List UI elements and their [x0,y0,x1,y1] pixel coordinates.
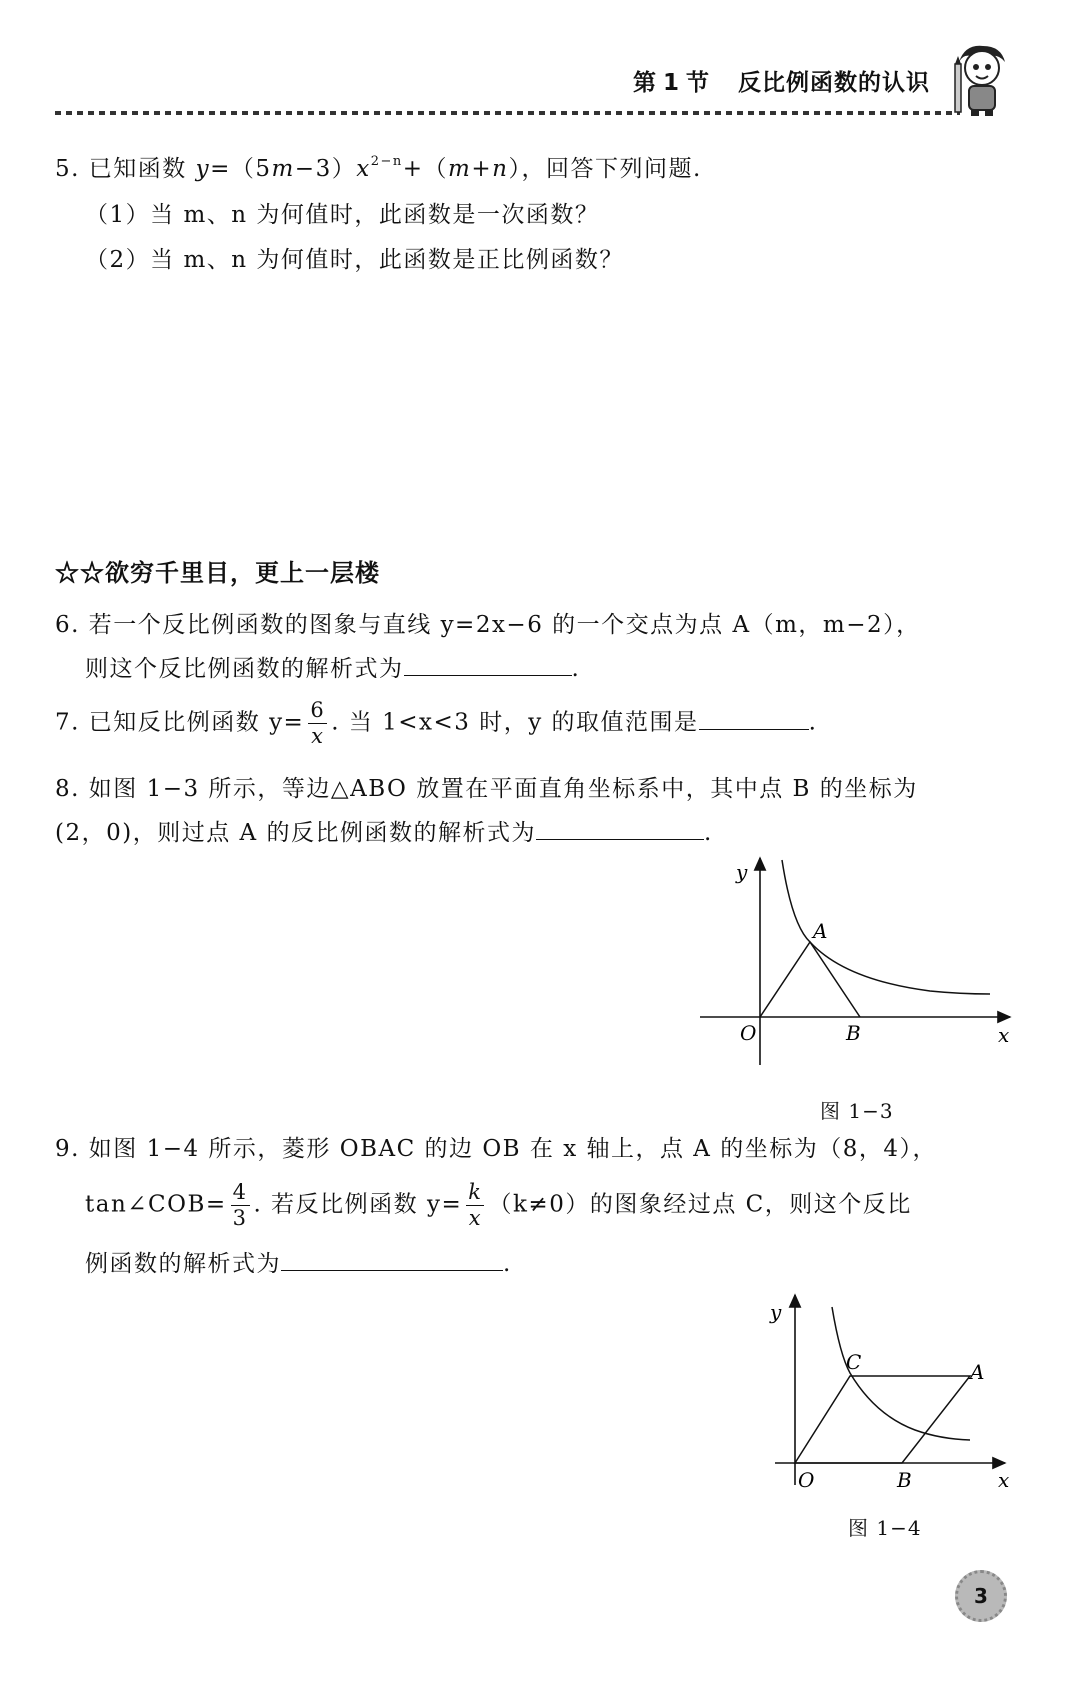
triangle-abo [760,942,860,1017]
q6-line2: 则这个反比例函数的解析式为 . [85,650,580,683]
q8-line2: (2，0)，则过点 A 的反比例函数的解析式为 . [55,814,713,847]
q7-line: 7. 已知反比例函数 y= $\frac{6}{x}$ . 当 1<x<3 时，y 的取值范围是 . [55,698,818,748]
q6-answer-blank[interactable] [404,653,572,676]
fig14-label-x: x [998,1468,1010,1492]
q5-sub2: （2）当 m、n 为何值时，此函数是正比例函数？ [85,247,624,273]
fig13-label-b: B [846,1021,861,1045]
q8-line1: 8. 如图 1−3 所示，等边△ABO 放置在平面直角坐标系中，其中点 B 的坐标为 [55,776,918,802]
fig13-label-x: x [998,1023,1010,1047]
q6-line1: 6. 若一个反比例函数的图象与直线 y=2x−6 的一个交点为点 A（m，m−2）， [55,612,921,638]
section-heading: ☆☆欲穷千里目，更上一层楼 [55,558,380,587]
fig13-caption: 图 1−3 [820,1099,894,1123]
fig14-label-b: B [897,1468,912,1492]
section-number: 1 [662,70,680,96]
header-dotted-rule [55,111,960,115]
q9-line2: tan∠COB= $\frac{4}{3}$ . 若反比例函数 y= $\frac{k}{x}$ （k≠0）的图象经过点 C，则这个反比 [85,1180,912,1230]
fig13-label-a: A [813,919,828,943]
q9-line1: 9. 如图 1−4 所示，菱形 OBAC 的边 OB 在 x 轴上，点 A 的坐标为（8，4）， [55,1136,937,1162]
page-number-badge [955,1570,1007,1622]
q8-answer-blank[interactable] [536,817,704,840]
figure-1-3 [700,850,1020,1080]
q9-k-fraction: $\frac{k}{x}$ [468,1180,483,1230]
fig14-label-a: A [970,1360,985,1384]
section-label: 第 [632,70,657,96]
figure-1-4 [760,1285,1020,1495]
section-unit: 节 [686,70,710,96]
fig13-label-y: y [736,860,748,884]
rhombus-obac [795,1376,970,1463]
mascot-icon [945,40,1015,118]
page-number: 3 [974,1584,988,1608]
q7-answer-blank[interactable] [699,707,809,730]
q5-sub1: （1）当 m、n 为何值时，此函数是一次函数？ [85,202,600,228]
fig13-label-o: O [740,1021,757,1045]
fig14-label-y: y [770,1300,782,1324]
q9-answer-blank[interactable] [281,1248,503,1271]
q9-tan-fraction: $\frac{4}{3}$ [232,1180,248,1230]
fig14-label-c: C [846,1350,862,1374]
q7-fraction: $\frac{6}{x}$ [310,698,326,748]
chapter-title: 反比例函数的认识 [738,70,930,96]
fig14-label-o: O [798,1468,815,1492]
q9-line3: 例函数的解析式为 . [85,1245,512,1278]
chapter-header [633,64,930,97]
fig14-caption: 图 1−4 [848,1516,922,1540]
q5-stem: 5. 已知函数 $y=(5m-3)x^{2-n}+(m+n)$，回答下列问题. [55,154,702,182]
